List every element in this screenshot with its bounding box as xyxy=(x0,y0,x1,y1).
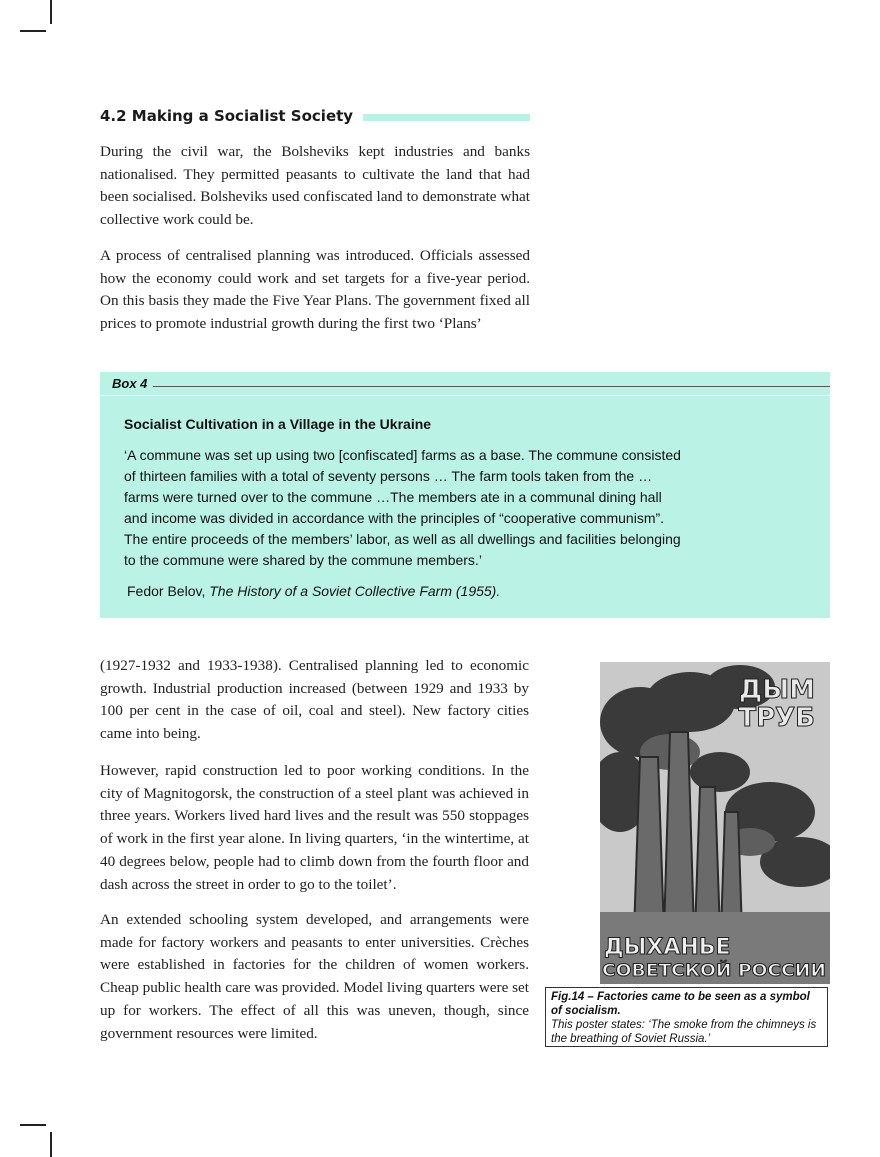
figure-caption-title: Fig.14 – Factories came to be seen as a symbol of socialism. xyxy=(551,991,810,1017)
box-quote: ‘A commune was set up using two [confiscated] farms as a base. The commune consisted of thirteen families with a total of seventy persons … The farm tools taken from the … farms were turned over to the commune …The members ate in a communal dining hall and income was divided in accordance with the principles of “cooperative communism”. The entire proceeds of the members’ labor, as well as all dwellings and facilities belonging to the commune were shared by the commune members.’ xyxy=(124,447,681,568)
section-heading-text: 4.2 Making a Socialist Society xyxy=(100,107,354,125)
poster-illustration xyxy=(600,662,830,984)
crop-mark-top-horizontal xyxy=(20,30,46,32)
poster-chimney-2 xyxy=(664,732,694,932)
crop-mark-bottom-horizontal xyxy=(20,1124,46,1126)
paragraph-2: A process of centralised planning was introduced. Officials assessed how the economy could work and set targets for a five-year period. On this basis they made the Five Year Plans. The government fixed all prices to promote industrial growth during the first two ‘Plans’ xyxy=(100,247,530,333)
section-heading xyxy=(100,104,530,128)
box-label: Box 4 xyxy=(112,376,148,391)
paragraph-5: An extended schooling system developed, and arrangements were made for factory workers and peasants to enter universities. Crèches were established in factories for the children of women workers. Cheap public health care was provided. Model living quarters were set up for workers. The effect of all this was uneven, though, since government resources were limited. xyxy=(100,911,529,1042)
poster-bottom-text-2: СОВЕТСКОЙ РОССИИ xyxy=(602,961,807,981)
poster-top-text-2: ТРУБ xyxy=(738,703,815,733)
poster-chimney-1 xyxy=(634,757,664,932)
paragraph-3: (1927-1932 and 1933-1938). Centralised planning led to economic growth. Industrial production increased (between 1929 and 1933 by 100 per cent in the case of oil, coal and steel). New factory cities came into being. xyxy=(100,657,529,743)
paragraph-1: During the civil war, the Bolsheviks kept industries and banks nationalised. They permitted peasants to cultivate the land that had been socialised. Bolsheviks used confiscated land to demonstrate what collective work could be. xyxy=(100,143,530,229)
poster-top-text-1: ДЫМ xyxy=(739,675,815,705)
box-citation-author: Fedor Belov, xyxy=(127,583,210,599)
section-heading-bar xyxy=(363,114,530,121)
box-header xyxy=(100,372,830,395)
crop-mark-top-vertical xyxy=(50,0,52,24)
box-title: Socialist Cultivation in a Village in the Ukraine xyxy=(124,416,432,432)
poster-chimney-3 xyxy=(695,787,720,932)
box-body xyxy=(100,396,830,618)
poster-bottom-text-1: ДЫХАНЬЕ xyxy=(604,935,731,960)
figure-caption xyxy=(545,987,828,1047)
box-header-rule xyxy=(153,386,830,387)
box-citation-title: The History of a Soviet Collective Farm (1955). xyxy=(209,583,501,599)
paragraph-4: However, rapid construction led to poor working conditions. In the city of Magnitogorsk, the construction of a steel plant was achieved in three years. Workers lived hard lives and the result was 550 stoppages of work in the first year alone. In living quarters, ‘in the wintertime, at 40 degrees below, people had to climb down from the fourth floor and dash across the street in order to go to the toilet’. xyxy=(100,762,529,893)
crop-mark-bottom-vertical xyxy=(50,1132,52,1157)
box-citation xyxy=(127,583,500,599)
figure-caption-text: This poster states: ‘The smoke from the chimneys is the breathing of Soviet Russia.’ xyxy=(551,1019,817,1045)
poster-image xyxy=(600,662,830,984)
